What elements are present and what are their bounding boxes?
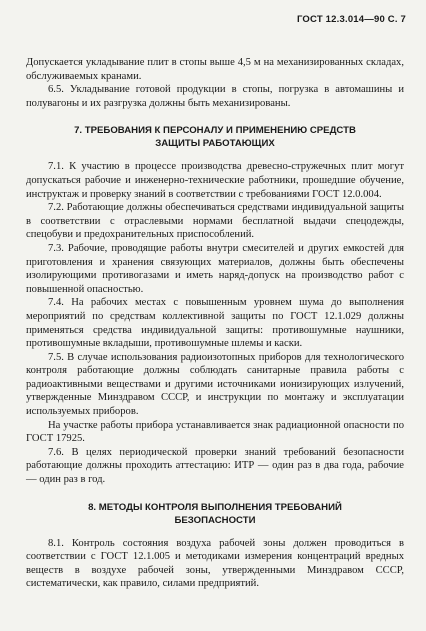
section-7-title-line2: ЗАЩИТЫ РАБОТАЮЩИХ (155, 138, 275, 150)
paragraph-7-2: 7.2. Работающие должны обеспечиваться средствами индивидуальной защиты в соответствии с отраслевыми нормами бесплатной выдачи спецодежды, спецобуви и предохранительных приспособлений. (26, 202, 404, 241)
section-8-title-line2: БЕЗОПАСНОСТИ (174, 514, 256, 526)
paragraph-7-5: 7.5. В случае использования радиоизотопных приборов для технологического контроля работающие должны соблюдать санитарные правила работы с радиоактивными веществами и другими источниками ионизирующих излучений, утвержденные Минздравом СССР, и инструкции по монтажу и эксплуатации используемых приборов. (26, 351, 404, 418)
section-7-title-line1: 7. ТРЕБОВАНИЯ К ПЕРСОНАЛУ И ПРИМЕНЕНИЮ СРЕДСТВ (74, 125, 356, 137)
paragraph-6-5: 6.5. Укладывание готовой продукции в стопы, погрузка в автомашины и полувагоны и их разгрузка должны быть механизированы. (26, 84, 404, 109)
paragraph-7-3: 7.3. Рабочие, проводящие работы внутри смесителей и других емкостей для приготовления и хранения связующих материалов, должны быть обеспечены изолирующими противогазами и иметь наряд-допуск на производство работ с повышенной опасностью. (26, 242, 404, 295)
paragraph-radiation-sign: На участке работы прибора устанавливается знак радиационной опасности по ГОСТ 17925. (26, 419, 404, 445)
section-8-title-line1: 8. МЕТОДЫ КОНТРОЛЯ ВЫПОЛНЕНИЯ ТРЕБОВАНИЙ (88, 501, 342, 513)
paragraph-7-6: 7.6. В целях периодической проверки знаний требований безопасности работающие должны проходить аттестацию: ИТР — один раз в два года, рабочие — один раз в год. (26, 446, 404, 486)
running-header: ГОСТ 12.3.014—90 С. 7 (296, 14, 406, 25)
paragraph-stacking: Допускается укладывание плит в стопы выше 4,5 м на механизированных складах, обслуживаемых кранами. (26, 57, 404, 82)
page-content (26, 56, 404, 591)
paragraph-7-1: 7.1. К участию в процессе производства древесно-стружечных плит могут допускаться рабочие и инженерно-технические работники, прошедшие обучение, инструктаж и проверку знаний в соответствии с требованиями ГОСТ 12.0.004. (26, 161, 404, 200)
paragraph-8-1: 8.1. Контроль состояния воздуха рабочей зоны должен проводиться в соответствии с ГОСТ 12.1.005 и методиками измерения концентраций вредных веществ в воздухе рабочей зоны, утвержденными Минздравом СССР, систематически, как правило, силами предприятий. (26, 537, 404, 590)
paragraph-7-4: 7.4. На рабочих местах с повышенным уровнем шума до выполнения мероприятий по средствам коллективной защиты по ГОСТ 12.1.029 должны применяться средства индивидуальной защиты: противошумные наушники, противошумные вкладыши, противошумные шлемы и каски. (26, 297, 404, 350)
section-8-title (26, 501, 404, 527)
section-7-title (26, 124, 404, 150)
